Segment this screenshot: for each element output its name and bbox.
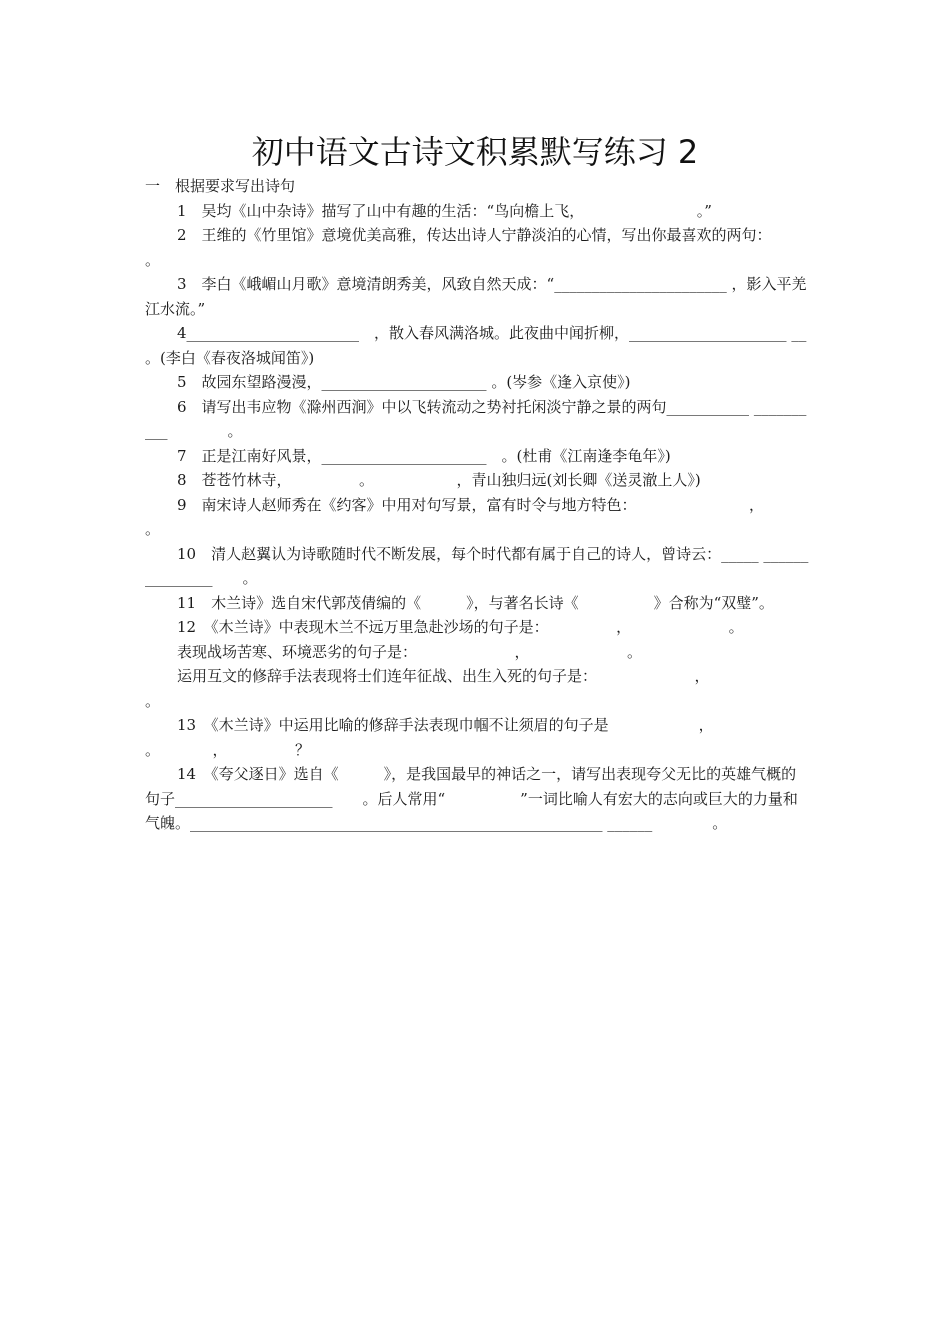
question-8: 8 苍苍竹林寺， 。 ，青山独归远(刘长卿《送灵澈上人》) [177,471,701,489]
question-1: 1 吴均《山中杂诗》描写了山中有趣的生活：“鸟向檐上飞， 。” [177,201,712,220]
question-9: 9 南宋诗人赵师秀在《约客》中用对句写景，富有时令与地方特色： ， [177,495,765,514]
question-2: 2 王维的《竹里馆》意境优美高雅，传达出诗人宁静淡泊的心情，写出你最喜欢的两句： [177,226,772,244]
question-7: 7 正是江南好风景，______________________ 。(杜甫《江南逢李龟年》) [177,446,671,465]
question-13: 13 《木兰诗》中运用比喻的修辞手法表现巾帼不让须眉的句子是 ， [177,716,714,734]
question-3: 3 李白《峨嵋山月歌》意境清朗秀美，风致自然天成：“_______________________ ，影入平羌江水流。” [145,275,807,318]
question-9-answer-line: 。 [145,520,161,538]
question-11: 11 木兰诗》选自宋代郭茂倩编的《 》，与著名长诗《 》合称为“双璧”。 [177,593,774,612]
question-2-answer-line: 。 [145,250,161,269]
page-title: 初中语文古诗文积累默写练习 2 [251,133,699,171]
question-13-answer-line: 。 ， ？ [145,740,311,759]
section-heading: 一 根据要求写出诗句 [145,177,296,195]
question-4: 4_______________________ ，散入春风满洛城。此夜曲中闻折柳，_____________________ __ 。(李白《春夜洛城闻笛》) [145,324,812,367]
question-10: 10 清人赵翼认为诗歌随时代不断发展，每个时代都有属于自己的诗人，曾诗云：_____ _______________ 。 [145,544,809,587]
question-12: 12 《木兰诗》中表现木兰不远万里急赴沙场的句子是： ， 。 [177,618,744,636]
question-12-part-3: 运用互文的修辞手法表现将士们连年征战、出生入死的句子是： ， [177,667,710,685]
exercise-body [145,174,810,836]
question-12-answer-line: 。 [145,691,161,710]
question-14: 14 《夸父逐日》选自《 》，是我国最早的神话之一，请写出表现夸父无比的英雄气概的句子_____________________ 。后人常用“ ”一词比喻人有宏大的志向或巨大的力量和气魄。_______________________________________________________ ______ 。 [145,765,798,832]
question-12-part-2: 表现战场苦寒、环境恶劣的句子是： ， 。 [177,642,643,661]
question-5: 5 故园东望路漫漫，______________________ 。(岑参《逢入京使》) [177,373,631,391]
question-6: 6 请写出韦应物《滁州西涧》中以飞转流动之势衬托闲淡宁静之景的两句___________ __________ 。 [145,397,807,440]
